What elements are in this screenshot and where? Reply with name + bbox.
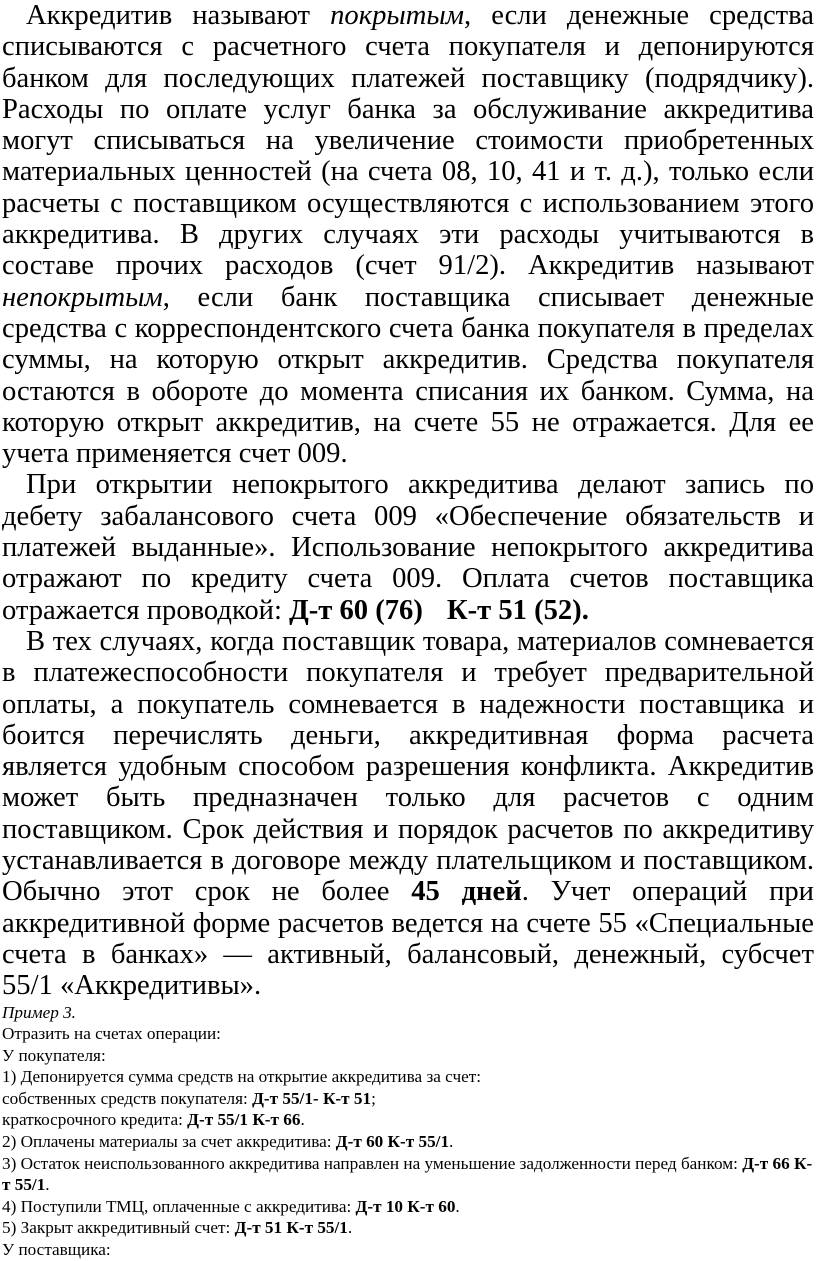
text-run: 3) Остаток неиспользованного аккредитива направлен на уменьшение задолженности перед банком: [2, 1153, 743, 1173]
term-uncovered: непокрытым [2, 281, 163, 313]
text-run: 2) Оплачены материалы за счет аккредитива: [2, 1132, 336, 1152]
example-line: 1) Депонируется сумма средств на открытие аккредитива за счет: [2, 1067, 482, 1087]
paragraph-uncovered-entry [2, 469, 814, 625]
text-run: . [455, 1196, 460, 1216]
text-run: краткосрочного кредита: [2, 1110, 188, 1130]
example-line: Отразить на счетах операции: [2, 1024, 221, 1044]
text-run: . [449, 1132, 454, 1152]
entry: Д-т 55/1- К-т 51 [252, 1088, 372, 1108]
entry-credit: К-т 51 (52). [446, 594, 589, 626]
entry: Д-т 51 К-т 55/1 [234, 1218, 348, 1238]
example-line [2, 1088, 814, 1110]
text-run: ; [371, 1088, 376, 1108]
example-line [2, 1153, 814, 1196]
text-run: В тех случаях, когда поставщик товара, материалов сомневается в платежеспособности покупателя и требует предварительной оплаты, а покупатель сомневается в надежности поставщика и боится перечислять деньги, аккредитивная форма расчета является удобным способом разрешения конфликта. Аккредитив может быть предназначен только для расчетов с одним поставщиком. Срок действия и порядок расчетов по аккредитиву устанавливается в договоре между плательщиком и поставщиком. Обычно этот срок не более [2, 625, 814, 908]
example-line [2, 1196, 814, 1218]
text-run: , если банк поставщика списывает денежные средства с корреспондентского счета банка покупателя в пределах суммы, на которую открыт аккредитив. Средства покупателя остаются в обороте до момента списания их банком. Сумма, на которую открыт аккредитив, на счете 55 не отражается. Для ее учета применяется счет 009. [2, 281, 814, 470]
entry: Д-т 55/1 К-т 66 [187, 1110, 301, 1130]
entry: Д-т 60 К-т 55/1 [335, 1132, 450, 1152]
entry-debit: Д-т 60 (76) [289, 594, 423, 626]
example-line [2, 1131, 814, 1153]
paragraph-covered-letter-of-credit [2, 0, 814, 469]
text-run: , если денежные средства списываются с расчетного счета покупателя и депонируются банком для последующих платежей поставщику (подрядчику). Расходы по оплате услуг банка за обслуживание аккредитива могут списываться на увеличение стоимости приобретенных материальных ценностей (на счета 08, 10, 41 и т. д.), только если расчеты с поставщиком осуществляются с использованием этого аккредитива. В других случаях эти расходы учитываются в составе прочих расходов (счет 91/2). Аккредитив называют [2, 0, 814, 282]
entry: Д-т 10 К-т 60 [355, 1196, 456, 1216]
example-title-text: Пример 3. [2, 1002, 76, 1022]
text-run: Аккредитив называют [26, 0, 331, 31]
text-run: 4) Поступили ТМЦ, оплаченные с аккредитива: [2, 1196, 356, 1216]
text-run: . [45, 1175, 50, 1195]
text-run: 5) Закрыт аккредитивный счет: [2, 1218, 235, 1238]
text-run: При открытии непокрытого аккредитива делают запись по дебету забалансового счета 009 «Обеспечение обязательств и платежей выданные». Использование непокрытого аккредитива отражают по кредиту счета 009. Оплата счетов поставщика отражается проводкой: [2, 469, 814, 626]
entry: Д-т 66 К-т 55/1 [2, 1153, 813, 1195]
example-line: У покупателя: [2, 1045, 106, 1065]
paragraph-usage [2, 626, 814, 1002]
text-run: . [300, 1110, 305, 1130]
term-45-days: 45 дней [411, 876, 522, 908]
text-run: . Учет операций при аккредитивной форме расчетов ведется на счете 55 «Специальные счета в банках» — активный, балансовый, денежный, субсчет 55/1 «Аккредитивы». [2, 876, 814, 1002]
term-covered: покрытым [330, 0, 464, 31]
text-run: . [347, 1218, 353, 1238]
example-block [0, 1002, 816, 1261]
example-line [2, 1109, 814, 1131]
text-run: собственных средств покупателя: [2, 1088, 253, 1108]
example-line: У поставщика: [2, 1240, 111, 1260]
example-line [2, 1217, 814, 1239]
example-title [2, 1002, 814, 1024]
